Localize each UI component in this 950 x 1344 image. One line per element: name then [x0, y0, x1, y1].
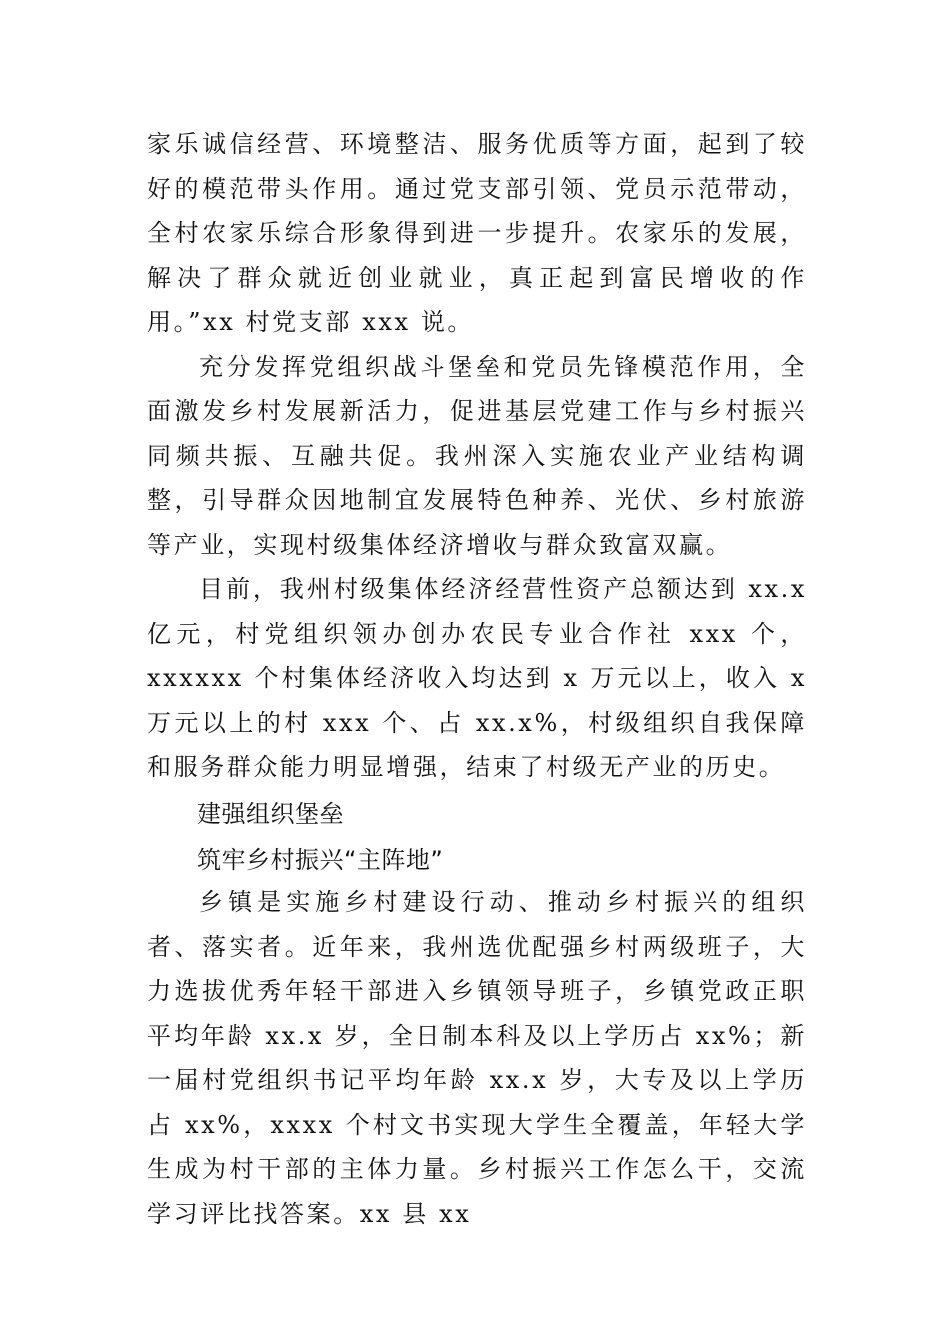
paragraph-continued: 家乐诚信经营、环境整洁、服务优质等方面，起到了较好的模范带头作用。通过党支部引领、党员示范带动，全村农家乐综合形象得到进一步提升。农家乐的发展，解决了群众就近创业就业，真正起到富民增收的作用。”xx 村党支部 xxx 说。 [147, 130, 807, 336]
body-text-lower [147, 880, 807, 1236]
section-heading-2: 筑牢乡村振兴“主阵地” [197, 846, 444, 874]
paragraph-party-role: 充分发挥党组织战斗堡垒和党员先锋模范作用，全面激发乡村发展新活力，促进基层党建工作与乡村振兴同频共振、互融共促。我州深入实施农业产业结构调整，引导群众因地制宜发展特色种养、光伏、乡村旅游等产业，实现村级集体经济增收与群众致富双赢。 [147, 352, 807, 559]
section-heading-1: 建强组织堡垒 [197, 800, 344, 828]
body-text-upper [147, 122, 807, 790]
paragraph-township-leadership: 乡镇是实施乡村建设行动、推动乡村振兴的组织者、落实者。近年来，我州选优配强乡村两级班子，大力选拔优秀年轻干部进入乡镇领导班子，乡镇党政正职平均年龄 xx.x 岁，全日制本科及以上学历占 xx%；新一届村党组织书记平均年龄 xx.x 岁，大专及以上学历占 xx%，xxxx 个村文书实现大学生全覆盖，年轻大学生成为村干部的主体力量。乡村振兴工作怎么干，交流学习评比找答案。xx 县 xx [147, 888, 807, 1228]
paragraph-collective-economy: 目前，我州村级集体经济经营性资产总额达到 xx.x 亿元，村党组织领办创办农民专业合作社 xxx 个，xxxxxx 个村集体经济收入均达到 x 万元以上，收入 x 万元以上的村 xxx 个、占 xx.x%，村级组织自我保障和服务群众能力明显增强，结束了村级无产业的历史。 [147, 575, 807, 781]
